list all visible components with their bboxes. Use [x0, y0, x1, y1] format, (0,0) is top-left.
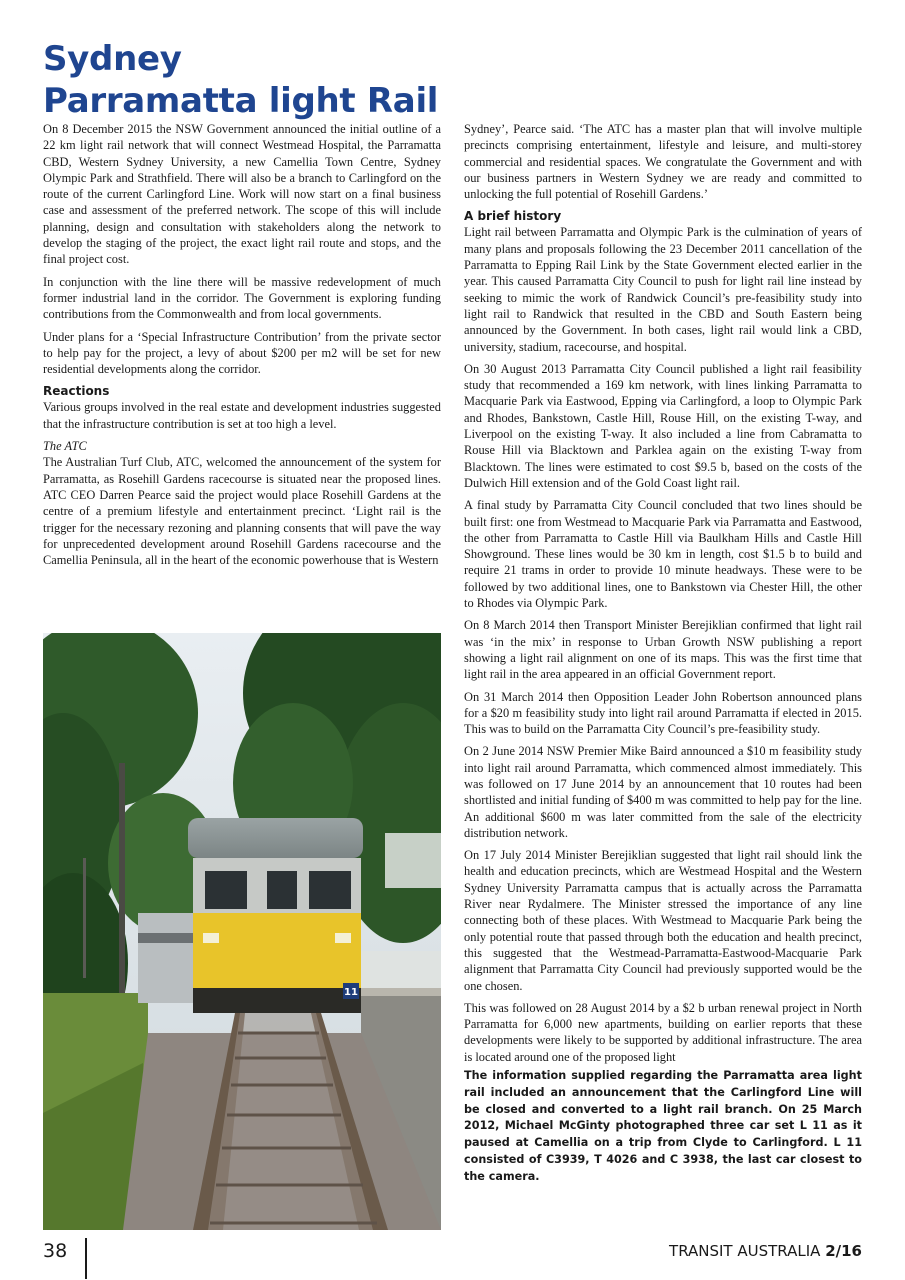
footer-divider — [85, 1238, 87, 1279]
sub-heading-atc: The ATC — [43, 439, 87, 454]
article-title — [43, 38, 438, 122]
section-heading-reactions: Reactions — [43, 384, 110, 399]
paragraph: In conjunction with the line there will be massive redevelopment of much former industrial land in the corridor. The Government is exploring funding contributions from the Commonwealth and from local governments. — [43, 274, 441, 322]
title-line-1: Sydney — [43, 39, 182, 79]
train-photo — [43, 633, 441, 1230]
paragraph: Various groups involved in the real estate and development industries suggested that the infrastructure contribution is set at too high a level. — [43, 400, 441, 431]
left-column — [43, 121, 441, 574]
car-number-label: 11 — [344, 987, 358, 998]
page-footer — [43, 1238, 862, 1280]
page-number: 38 — [43, 1240, 68, 1262]
paragraph: On 17 July 2014 Minister Berejiklian suggested that light rail should link the health and education precincts, which are Westmead Hospital and the Western Sydney University Parramatta campus that is actually across the Parramatta River near Rydalmere. The Minister stressed the importance of any line connecting both of these places. With Westmead to Macquarie Park being the only potential route that passed through both the education and health precinct, this suggested that the Westmead-Parramatta-Eastwood-Macquarie Park alignment that Parramatta City Council had previously supported would be the one chosen. — [464, 848, 862, 993]
right-column — [464, 121, 862, 1192]
paragraph: Sydney’, Pearce said. ‘The ATC has a master plan that will involve multiple precincts comprising entertainment, lifestyle and leisure, and multi-storey commercial and residential spaces. We congratulate the Government and with our business partners in Western Sydney we are ready and committed to unlocking the full potential of Rosehill Gardens.’ — [464, 122, 862, 202]
paragraph: On 8 December 2015 the NSW Government announced the initial outline of a 22 km light rail network that will connect Westmead Hospital, the Parramatta CBD, Western Sydney University, a new Camellia Town Centre, Sydney Olympic Park and Strathfield. There will also be a branch to Carlingford on the route of the current Carlingford Line. Work will now start on a final business case and assessment of the preferred network. The scope of this will include planning, design and consultation with stakeholders along the network to develop the staging of the project, the exact light rail route and stops, and the final project cost. — [43, 122, 441, 267]
paragraph: This was followed on 28 August 2014 by a $2 b urban renewal project in North Parramatta for 6,000 new apartments, building on earlier reports that these developments were likely to be supported by additional infrastructure. The area is located around one of the proposed light — [464, 1000, 862, 1064]
paragraph: Light rail between Parramatta and Olympic Park is the culmination of years of many plans and proposals following the 23 December 2011 cancellation of the Parramatta to Epping Rail Link by the State Government elected earlier in the year. This caused Parramatta City Council to push for light rail line instead by seeking to mimic the work of Randwick Council’s pre-feasibility study into light rail to Randwick that resulted in the CBD and South Eastern being announced by the Government. In both cases, light rail would link a CBD, university, stadium, racecourse, and hospital. — [464, 225, 862, 354]
paragraph: On 8 March 2014 then Transport Minister Berejiklian confirmed that light rail was ‘in the mix’ in response to Urban Growth NSW publishing a report showing a light rail alignment on one of its maps. This was the first time that light rail in the area appeared in an official Government report. — [464, 618, 862, 682]
paragraph: A final study by Parramatta City Council concluded that two lines should be built first: one from Westmead to Macquarie Park via Parramatta and Eastwood, the other from Parramatta to Castle Hill via Baulkham Hills and Castle Hill Showground. These lines would be 30 km in length, cost $1.5 b to build and require 21 trams in order to provide 10 minute headways. These were to be followed by two additional lines, one to Bankstown via Chester Hill, the other to Rhodes via Olympic Park. — [464, 498, 862, 611]
paragraph: On 30 August 2013 Parramatta City Council published a light rail feasibility study that recommended a 169 km network, with lines linking Parramatta to Macquarie Park via Eastwood, Epping via Carlingford, a loop to Olympic Park and Rhodes, Bankstown, Castle Hill, Rouse Hill, on the existing T-way, and Liverpool on the existing T-way. It also included a line from Cabramatta to Rouse Hill via Blacktown and Parklea again on the existing T-way from Blacktown. The lines were estimated to cost $9.5 b, based on the costs of the Dulwich Hill extension and of the Gold Coast light rail. — [464, 361, 862, 490]
photo-caption: The information supplied regarding the Parramatta area light rail included an announcement that the Carlingford Line will be closed and converted to a light rail branch. On 25 March 2012, Michael McGinty photographed three car set L 11 as it paused at Camellia on a trip from Clyde to Carlingford. L 11 consisted of C3939, T 4026 and C 3938, the last car closest to the camera. — [464, 1069, 862, 1183]
publication-masthead — [669, 1242, 862, 1260]
paragraph: Under plans for a ‘Special Infrastructure Contribution’ from the private sector to help pay for the project, a levy of about $200 per m2 will be set for new residential developments along the corridor. — [43, 329, 441, 377]
paragraph: On 2 June 2014 NSW Premier Mike Baird announced a $10 m feasibility study into light rail around Parramatta, which commenced almost immediately. This was followed on 17 June 2014 by an announcement that 10 routes had been shortlisted and initial funding of $400 m was committed to help pay for the line. An additional $600 m was later committed from the sale of the electricity distribution network. — [464, 744, 862, 840]
publication-name: TRANSIT AUSTRALIA — [669, 1242, 821, 1260]
paragraph: The Australian Turf Club, ATC, welcomed the announcement of the system for Parramatta, as Rosehill Gardens racecourse is situated near the proposed lines. ATC CEO Darren Pearce said the project would place Rosehill Gardens at the centre of a premium lifestyle and entertainment precinct. ‘Light rail is the trigger for the necessary rezoning and planning consents that will pave the way for unprecedented development around Rosehill Gardens racecourse and the Camellia Peninsula, all in the heart of the economic powerhouse that is Western — [43, 455, 441, 568]
section-heading-history: A brief history — [464, 209, 562, 224]
paragraph: On 31 March 2014 then Opposition Leader John Robertson announced plans for a $20 m feasibility study into light rail around Parramatta if elected in 2015. This was to build on the Parramatta City Council’s pre-feasibility study. — [464, 689, 862, 737]
title-line-2: Parramatta light Rail — [43, 81, 439, 121]
issue-number: 2/16 — [825, 1242, 862, 1260]
